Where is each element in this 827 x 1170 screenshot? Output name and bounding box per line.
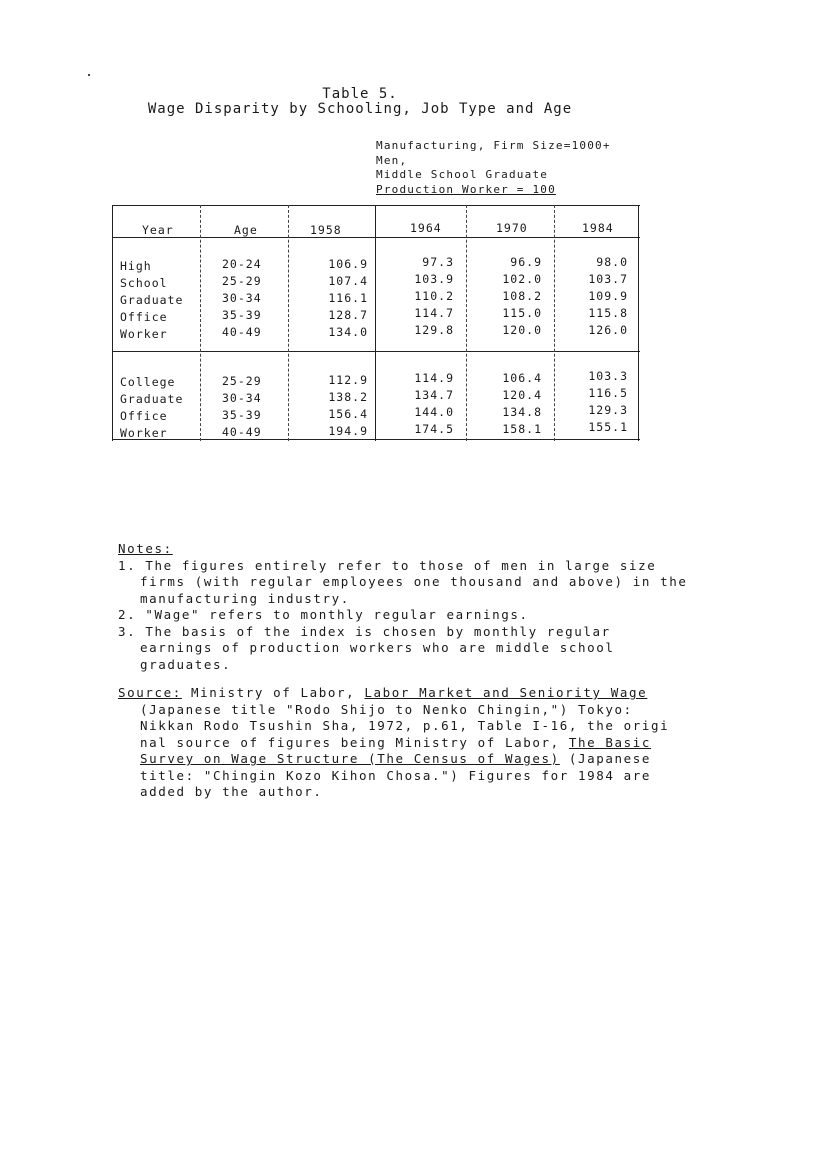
- table-title: Wage Disparity by Schooling, Job Type and Age: [147, 101, 573, 117]
- value-cell: 103.3: [588, 369, 628, 383]
- col-divider: [466, 205, 467, 441]
- row-label: Worker: [120, 327, 168, 341]
- header-year: Year: [142, 223, 174, 237]
- value-cell: 112.9: [328, 373, 368, 387]
- value-cell: 106.9: [328, 257, 368, 271]
- table-right-rule: [638, 205, 639, 441]
- row-age: 25-29: [222, 374, 262, 388]
- source-text: Ministry of Labor,: [181, 685, 365, 700]
- row-label: Graduate: [120, 293, 184, 307]
- value-cell: 106.4: [502, 371, 542, 385]
- source-text: nal source of figures being Ministry of Labor,: [140, 734, 569, 750]
- row-age: 20-24: [222, 257, 262, 271]
- header-1984: 1984: [582, 221, 614, 235]
- value-cell: 96.9: [510, 255, 542, 269]
- value-cell: 107.4: [328, 274, 368, 288]
- table-bottom-rule: [112, 439, 640, 440]
- row-age: 30-34: [222, 291, 262, 305]
- age-values-divider: [288, 205, 289, 441]
- source-text: (Japanese: [559, 751, 652, 766]
- row-age: 40-49: [222, 325, 262, 339]
- source-line: Nikkan Rodo Tsushin Sha, 1972, p.61, Table I-16, the origi: [140, 718, 670, 733]
- value-cell: 116.5: [588, 386, 628, 400]
- condition-line: Middle School Graduate: [376, 168, 549, 181]
- notes-section: [118, 541, 758, 673]
- row-age: 30-34: [222, 391, 262, 405]
- source-line: (Japanese title "Rodo Shijo to Nenko Chingin,") Tokyo:: [140, 701, 633, 717]
- scan-speck: [88, 74, 90, 76]
- source-section: [118, 685, 758, 801]
- value-cell: 128.7: [328, 308, 368, 322]
- value-cell: 108.2: [502, 289, 542, 303]
- value-cell: 155.1: [588, 420, 628, 434]
- source-book-title: Labor Market and Seniority Wage: [364, 685, 648, 700]
- notes-heading: Notes:: [118, 541, 173, 556]
- table-conditions: [376, 139, 611, 197]
- value-cell: 114.7: [414, 306, 454, 320]
- source-label: Source:: [118, 685, 182, 700]
- table-left-rule: [112, 205, 113, 441]
- value-cell: 98.0: [596, 255, 628, 269]
- value-cell: 129.3: [588, 403, 628, 417]
- header-1970: 1970: [496, 221, 528, 235]
- note-line: 1. The figures entirely refer to those of men in large size: [118, 557, 657, 573]
- note-line: 3. The basis of the index is chosen by monthly regular: [118, 623, 611, 639]
- value-cell: 138.2: [328, 390, 368, 404]
- col-divider: [375, 205, 376, 441]
- note-line: earnings of production workers who are middle school: [140, 640, 615, 655]
- value-cell: 120.0: [502, 323, 542, 337]
- value-cell: 102.0: [502, 272, 542, 286]
- row-label: Graduate: [120, 392, 184, 406]
- row-label: School: [120, 276, 168, 290]
- source-line: title: "Chingin Kozo Kihon Chosa.") Figures for 1984 are: [140, 767, 652, 783]
- row-label: Office: [120, 310, 168, 324]
- value-cell: 115.0: [502, 306, 542, 320]
- table-top-rule: [112, 205, 640, 206]
- source-survey-title: Survey on Wage Structure (The Census of Wages): [140, 751, 560, 766]
- row-label: College: [120, 375, 176, 389]
- value-cell: 134.0: [328, 325, 368, 339]
- value-cell: 126.0: [588, 323, 628, 337]
- value-cell: 134.7: [414, 388, 454, 402]
- value-cell: 156.4: [328, 407, 368, 421]
- condition-line: Production Worker = 100: [376, 182, 556, 196]
- header-1958: 1958: [310, 223, 342, 237]
- value-cell: 134.8: [502, 405, 542, 419]
- note-line: manufacturing industry.: [140, 590, 350, 606]
- value-cell: 97.3: [422, 255, 454, 269]
- condition-line: Manufacturing, Firm Size=1000+: [376, 139, 611, 152]
- header-1964: 1964: [410, 221, 442, 235]
- condition-line: Men,: [376, 153, 408, 167]
- value-cell: 109.9: [588, 289, 628, 303]
- row-age: 40-49: [222, 425, 262, 439]
- value-cell: 103.7: [588, 272, 628, 286]
- value-cell: 115.8: [588, 306, 628, 320]
- value-cell: 158.1: [502, 422, 542, 436]
- value-cell: 110.2: [414, 289, 454, 303]
- value-cell: 103.9: [414, 272, 454, 286]
- row-age: 25-29: [222, 274, 262, 288]
- value-cell: 144.0: [414, 405, 454, 419]
- row-label: Worker: [120, 426, 168, 440]
- note-line: graduates.: [140, 656, 232, 672]
- row-age: 35-39: [222, 408, 262, 422]
- source-survey-title: The Basic: [568, 734, 652, 750]
- group-divider-rule: [112, 351, 640, 352]
- note-line: 2. "Wage" refers to monthly regular earnings.: [118, 607, 529, 622]
- note-line: firms (with regular employees one thousand and above) in the: [140, 574, 688, 589]
- row-age: 35-39: [222, 308, 262, 322]
- value-cell: 194.9: [328, 424, 368, 438]
- table-number: Table 5.: [322, 86, 398, 102]
- value-cell: 174.5: [414, 422, 454, 436]
- wage-table: [112, 205, 640, 441]
- row-label: High: [120, 259, 152, 273]
- source-line: added by the author.: [140, 784, 323, 799]
- value-cell: 129.8: [414, 323, 454, 337]
- value-cell: 116.1: [328, 291, 368, 305]
- row-label: Office: [120, 409, 168, 423]
- header-rule: [112, 237, 640, 238]
- col-divider: [554, 205, 555, 441]
- value-cell: 120.4: [502, 388, 542, 402]
- header-age: Age: [234, 223, 258, 237]
- label-age-divider: [200, 205, 201, 441]
- value-cell: 114.9: [414, 371, 454, 385]
